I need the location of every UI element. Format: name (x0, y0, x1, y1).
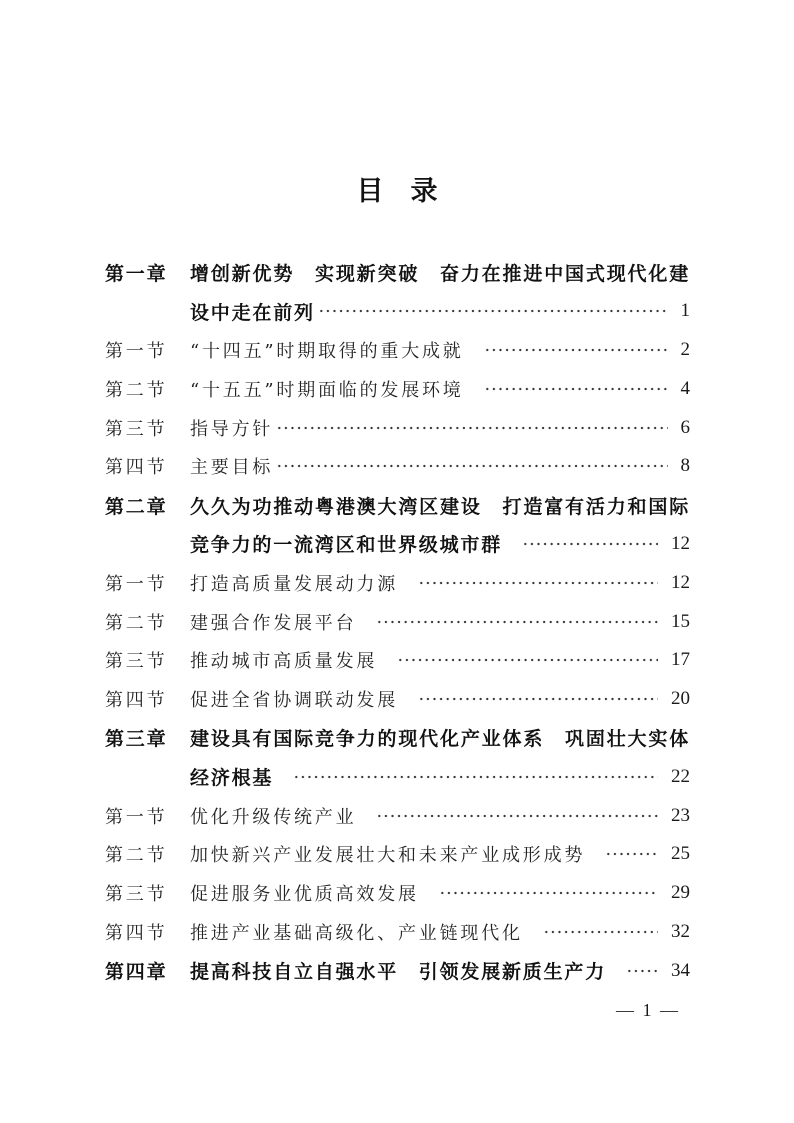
toc-row (105, 602, 690, 641)
dot-leader (397, 657, 658, 663)
section-title: 打造高质量发展动力源 (190, 573, 398, 595)
page-number-ref: 15 (671, 610, 690, 632)
section-label: 第一节 (105, 573, 168, 595)
toc-section (105, 331, 690, 370)
page-number-ref: 17 (671, 649, 690, 671)
dot-leader (376, 813, 658, 819)
section-title: 加快新兴产业发展壮大和未来产业成形成势 (190, 845, 586, 867)
toc-row (105, 874, 690, 913)
section-title: 促进服务业优质高效发展 (190, 884, 419, 906)
toc-row (105, 913, 690, 952)
section-label: 第四节 (105, 457, 168, 479)
section-label: 第三节 (105, 884, 168, 906)
toc-section (105, 874, 690, 913)
chapter-title-line: 经济根基 (190, 767, 274, 790)
toc-section (105, 408, 690, 447)
section-title: “十四五”时期取得的重大成就 (190, 340, 464, 362)
toc-section (105, 796, 690, 835)
section-label: 第二节 (105, 379, 168, 401)
toc-section (105, 447, 690, 486)
section-label: 第一节 (105, 340, 168, 362)
section-label: 第二节 (105, 612, 168, 634)
section-title: 优化升级传统产业 (190, 806, 357, 828)
dot-leader (626, 968, 658, 974)
section-title: 推进产业基础高级化、产业链现代化 (190, 922, 523, 944)
toc-row (105, 563, 690, 602)
dot-leader (318, 308, 668, 314)
chapter-label: 第三章 (105, 728, 168, 751)
section-label: 第一节 (105, 806, 168, 828)
toc-row (105, 253, 690, 292)
page-number-ref: 32 (671, 920, 690, 942)
page-number-ref: 29 (671, 882, 690, 904)
page-number-ref: 6 (680, 416, 690, 438)
page-number-ref: 34 (671, 959, 690, 981)
section-label: 第四节 (105, 922, 168, 944)
chapter-title-line: 提高科技自立自强水平 引领发展新质生产力 (190, 961, 607, 984)
toc-row (105, 331, 690, 370)
dot-leader (276, 463, 667, 469)
chapter-label: 第二章 (105, 495, 168, 518)
toc-section (105, 680, 690, 719)
chapter-label: 第四章 (105, 961, 168, 984)
page-number-ref: 1 (680, 300, 690, 322)
toc-row (105, 835, 690, 874)
dot-leader (484, 347, 668, 353)
chapter-title-line: 竞争力的一流湾区和世界级城市群 (190, 534, 503, 557)
toc-section (105, 602, 690, 641)
toc-section (105, 641, 690, 680)
section-title: 推动城市高质量发展 (190, 651, 378, 673)
dot-leader (522, 541, 658, 547)
section-label: 第三节 (105, 651, 168, 673)
page-number-ref: 20 (671, 688, 690, 710)
chapter-title-line: 设中走在前列 (190, 301, 315, 324)
page-number-ref: 4 (680, 377, 690, 399)
section-title: 主要目标 (190, 457, 274, 479)
toc-row (105, 292, 690, 331)
page-number-ref: 12 (671, 532, 690, 554)
toc-row (105, 719, 690, 758)
dot-leader (376, 619, 658, 625)
page-number-ref: 22 (671, 765, 690, 787)
toc-row (105, 951, 690, 990)
toc-row (105, 369, 690, 408)
toc-section (105, 835, 690, 874)
page-number-ref: 12 (671, 571, 690, 593)
toc-section (105, 369, 690, 408)
page-footer-number: — 1 — (616, 1000, 680, 1020)
chapter-title-line: 久久为功推动粤港澳大湾区建设 打造富有活力和国际 (190, 495, 690, 518)
section-label: 第三节 (105, 418, 168, 440)
chapter-title-line: 增创新优势 实现新突破 奋力在推进中国式现代化建 (190, 262, 690, 285)
dot-leader (543, 929, 658, 935)
toc-row (105, 641, 690, 680)
toc-row (105, 447, 690, 486)
toc-row (105, 408, 690, 447)
section-title: “十五五”时期面临的发展环境 (190, 379, 464, 401)
toc-chapter-3 (105, 719, 690, 797)
page-number-ref: 23 (671, 804, 690, 826)
toc-row (105, 680, 690, 719)
page-number-ref: 8 (680, 455, 690, 477)
toc-row (105, 796, 690, 835)
dot-leader (484, 386, 668, 392)
section-label: 第四节 (105, 690, 168, 712)
toc-row (105, 757, 690, 796)
dot-leader (293, 774, 658, 780)
dot-leader (418, 580, 658, 586)
chapter-label: 第一章 (105, 262, 168, 285)
page-number-ref: 2 (680, 338, 690, 360)
toc-title: 目 录 (356, 176, 438, 207)
toc-chapter-1 (105, 253, 690, 331)
toc-section (105, 913, 690, 952)
section-label: 第二节 (105, 845, 168, 867)
toc-list (105, 253, 690, 990)
section-title: 建强合作发展平台 (190, 612, 357, 634)
toc-row (105, 486, 690, 525)
chapter-title-line: 建设具有国际竞争力的现代化产业体系 巩固壮大实体 (190, 728, 690, 751)
section-title: 促进全省协调联动发展 (190, 690, 398, 712)
toc-chapter-2 (105, 486, 690, 564)
toc-row (105, 525, 690, 564)
dot-leader (276, 425, 667, 431)
toc-chapter-4 (105, 951, 690, 990)
dot-leader (418, 696, 658, 702)
page-number-ref: 25 (671, 843, 690, 865)
toc-section (105, 563, 690, 602)
section-title: 指导方针 (190, 418, 274, 440)
dot-leader (439, 890, 658, 896)
dot-leader (605, 851, 658, 857)
